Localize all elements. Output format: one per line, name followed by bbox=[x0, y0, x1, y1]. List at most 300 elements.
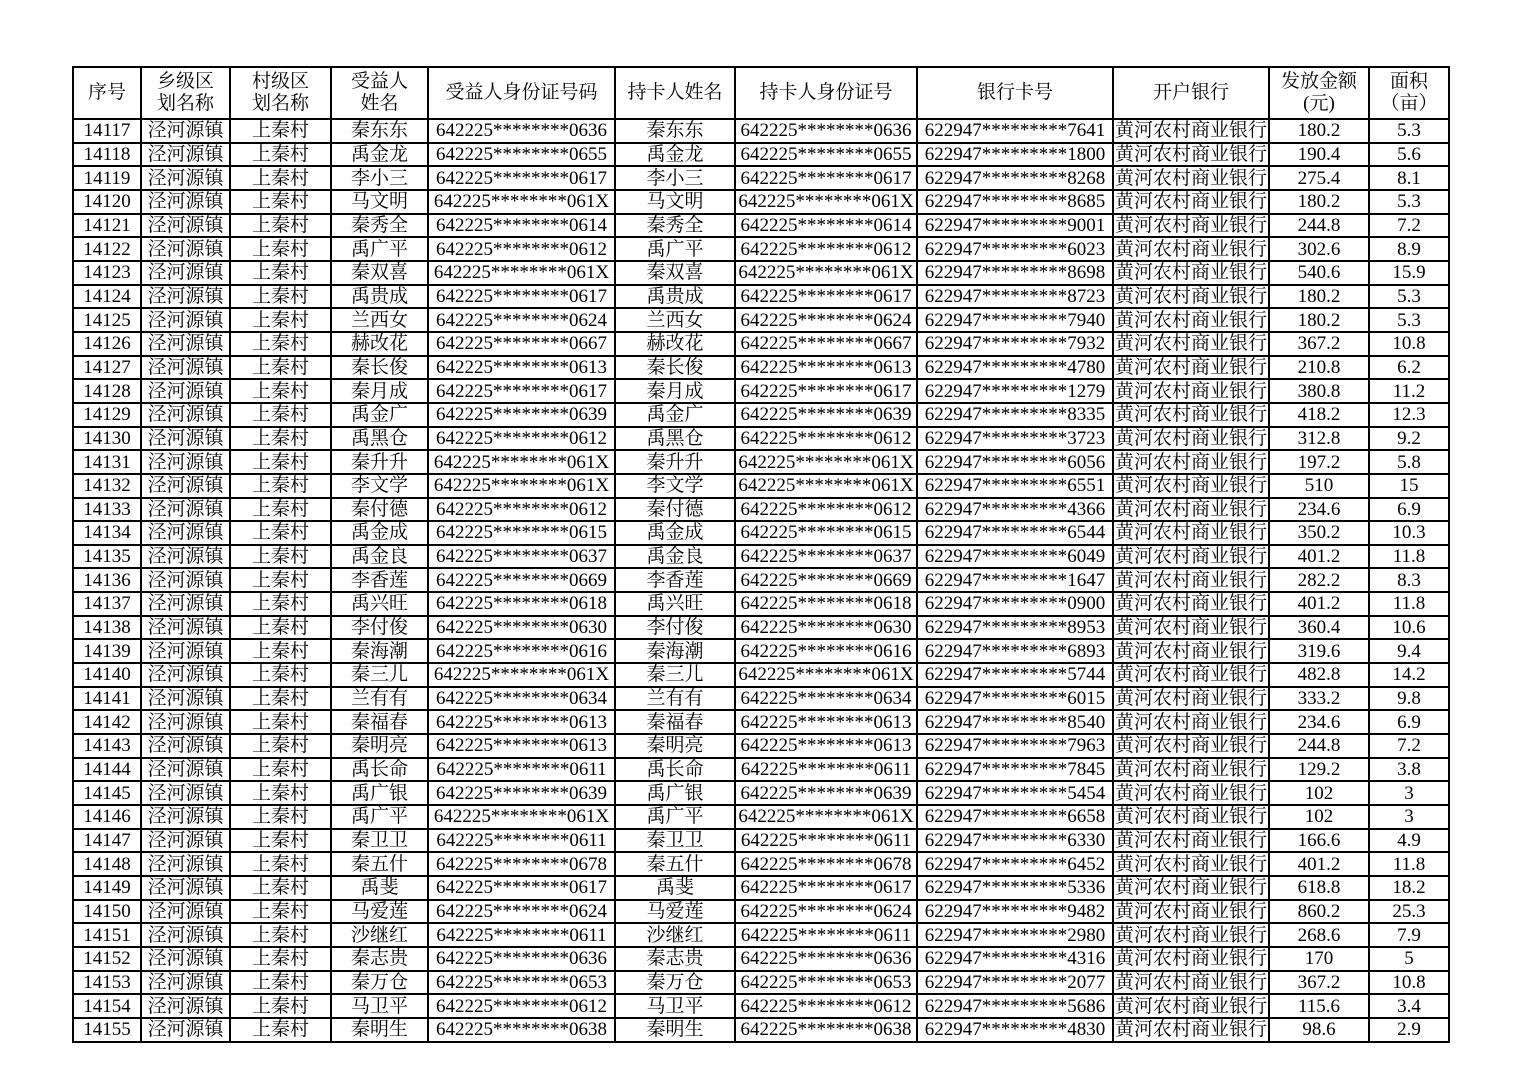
cell-beneficiary-name: 禹金良 bbox=[331, 545, 428, 569]
cell-cardholder-id: 642225********061X bbox=[735, 805, 917, 829]
cell-village-name: 上秦村 bbox=[230, 285, 331, 309]
table-row bbox=[73, 285, 1449, 309]
cell-township-name: 泾河源镇 bbox=[141, 356, 230, 380]
column-header-line: 划名称 bbox=[251, 93, 309, 114]
cell-village-name: 上秦村 bbox=[230, 143, 331, 167]
cell-area: 7.9 bbox=[1369, 923, 1449, 947]
cell-area: 3.8 bbox=[1369, 758, 1449, 782]
cell-township-name: 泾河源镇 bbox=[141, 900, 230, 924]
cell-cardholder-id: 642225********0636 bbox=[735, 119, 917, 143]
table-row bbox=[73, 332, 1449, 356]
cell-amount: 180.2 bbox=[1269, 119, 1369, 143]
cell-bank-name: 黄河农村商业银行 bbox=[1114, 143, 1267, 165]
cell-bank-card-number: 622947*********6551 bbox=[917, 474, 1113, 498]
column-header-township-name bbox=[141, 67, 230, 119]
cell-beneficiary-name: 秦升升 bbox=[331, 450, 428, 474]
column-header-line: 开户银行 bbox=[1152, 81, 1229, 103]
cell-beneficiary-name: 秦付德 bbox=[331, 498, 428, 522]
table-row bbox=[73, 710, 1449, 734]
cell-amount: 180.2 bbox=[1269, 285, 1369, 309]
cell-cardholder-name: 秦双喜 bbox=[615, 261, 735, 285]
cell-cardholder-id: 642225********0613 bbox=[735, 710, 917, 734]
cell-area: 10.6 bbox=[1369, 616, 1449, 640]
cell-cardholder-id: 642225********0667 bbox=[735, 332, 917, 356]
cell-township-name: 泾河源镇 bbox=[141, 214, 230, 238]
cell-amount: 401.2 bbox=[1269, 592, 1369, 616]
cell-cardholder-id: 642225********0634 bbox=[735, 687, 917, 711]
cell-village-name: 上秦村 bbox=[230, 805, 331, 829]
cell-amount: 360.4 bbox=[1269, 616, 1369, 640]
cell-bank-name: 黄河农村商业银行 bbox=[1114, 546, 1267, 568]
cell-bank-name: 黄河农村商业银行 bbox=[1114, 285, 1267, 307]
cell-cardholder-name: 禹兴旺 bbox=[615, 592, 735, 616]
cell-area: 10.3 bbox=[1369, 521, 1449, 545]
cell-cardholder-name: 李付俊 bbox=[615, 616, 735, 640]
cell-area: 11.8 bbox=[1369, 852, 1449, 876]
cell-cardholder-id: 642225********0638 bbox=[735, 1018, 917, 1042]
cell-area: 7.2 bbox=[1369, 214, 1449, 238]
cell-beneficiary-name: 秦月成 bbox=[331, 379, 428, 403]
cell-bank-card-number: 622947*********8540 bbox=[917, 710, 1113, 734]
cell-village-name: 上秦村 bbox=[230, 758, 331, 782]
cell-bank-card-number: 622947*********6658 bbox=[917, 805, 1113, 829]
cell-beneficiary-id: 642225********0612 bbox=[428, 994, 615, 1018]
cell-cardholder-name: 禹广平 bbox=[615, 237, 735, 261]
cell-beneficiary-id: 642225********0611 bbox=[428, 829, 615, 853]
cell-beneficiary-id: 642225********0617 bbox=[428, 166, 615, 190]
table-row bbox=[73, 994, 1449, 1018]
column-header-cardholder-name bbox=[615, 67, 735, 119]
cell-village-name: 上秦村 bbox=[230, 971, 331, 995]
table-row bbox=[73, 237, 1449, 261]
cell-serial-number: 14140 bbox=[73, 663, 141, 687]
subsidy-table bbox=[72, 66, 1450, 1043]
cell-bank-name: 黄河农村商业银行 bbox=[1114, 214, 1267, 236]
cell-bank-name: 黄河农村商业银行 bbox=[1114, 782, 1267, 804]
table-row bbox=[73, 663, 1449, 687]
cell-bank-card-number: 622947*********7641 bbox=[917, 119, 1113, 143]
table-row bbox=[73, 143, 1449, 167]
cell-beneficiary-id: 642225********0614 bbox=[428, 214, 615, 238]
cell-township-name: 泾河源镇 bbox=[141, 994, 230, 1018]
cell-area: 5.6 bbox=[1369, 143, 1449, 167]
cell-area: 11.2 bbox=[1369, 379, 1449, 403]
table-row bbox=[73, 474, 1449, 498]
cell-amount: 244.8 bbox=[1269, 734, 1369, 758]
cell-cardholder-id: 642225********0617 bbox=[735, 379, 917, 403]
cell-amount: 234.6 bbox=[1269, 498, 1369, 522]
cell-area: 6.9 bbox=[1369, 710, 1449, 734]
cell-area: 25.3 bbox=[1369, 900, 1449, 924]
cell-serial-number: 14122 bbox=[73, 237, 141, 261]
cell-bank-name: 黄河农村商业银行 bbox=[1114, 640, 1267, 662]
cell-beneficiary-id: 642225********061X bbox=[428, 663, 615, 687]
table-row bbox=[73, 308, 1449, 332]
cell-bank-card-number: 622947*********7932 bbox=[917, 332, 1113, 356]
cell-bank-name: 黄河农村商业银行 bbox=[1114, 853, 1267, 875]
cell-area: 8.9 bbox=[1369, 237, 1449, 261]
cell-village-name: 上秦村 bbox=[230, 237, 331, 261]
cell-serial-number: 14128 bbox=[73, 379, 141, 403]
cell-bank-name: 黄河农村商业银行 bbox=[1114, 877, 1267, 899]
cell-amount: 312.8 bbox=[1269, 427, 1369, 451]
table-row bbox=[73, 568, 1449, 592]
cell-cardholder-name: 秦海潮 bbox=[615, 639, 735, 663]
cell-cardholder-id: 642225********061X bbox=[735, 663, 917, 687]
cell-serial-number: 14144 bbox=[73, 758, 141, 782]
cell-village-name: 上秦村 bbox=[230, 829, 331, 853]
cell-cardholder-id: 642225********0614 bbox=[735, 214, 917, 238]
cell-beneficiary-id: 642225********0636 bbox=[428, 119, 615, 143]
cell-cardholder-name: 禹金龙 bbox=[615, 143, 735, 167]
cell-township-name: 泾河源镇 bbox=[141, 639, 230, 663]
cell-area: 3 bbox=[1369, 781, 1449, 805]
cell-bank-card-number: 622947*********4366 bbox=[917, 498, 1113, 522]
cell-cardholder-name: 李小三 bbox=[615, 166, 735, 190]
cell-bank-card-number: 622947*********8953 bbox=[917, 616, 1113, 640]
cell-cardholder-name: 秦付德 bbox=[615, 498, 735, 522]
cell-serial-number: 14124 bbox=[73, 285, 141, 309]
cell-village-name: 上秦村 bbox=[230, 568, 331, 592]
cell-bank-card-number: 622947*********6893 bbox=[917, 639, 1113, 663]
cell-cardholder-name: 秦长俊 bbox=[615, 356, 735, 380]
cell-serial-number: 14143 bbox=[73, 734, 141, 758]
cell-beneficiary-id: 642225********0638 bbox=[428, 1018, 615, 1042]
cell-beneficiary-id: 642225********061X bbox=[428, 474, 615, 498]
cell-cardholder-id: 642225********0669 bbox=[735, 568, 917, 592]
cell-amount: 180.2 bbox=[1269, 190, 1369, 214]
cell-beneficiary-id: 642225********0624 bbox=[428, 308, 615, 332]
cell-cardholder-id: 642225********0639 bbox=[735, 781, 917, 805]
cell-township-name: 泾河源镇 bbox=[141, 616, 230, 640]
table-row bbox=[73, 379, 1449, 403]
cell-bank-card-number: 622947*********6056 bbox=[917, 450, 1113, 474]
cell-township-name: 泾河源镇 bbox=[141, 190, 230, 214]
cell-amount: 367.2 bbox=[1269, 332, 1369, 356]
cell-amount: 234.6 bbox=[1269, 710, 1369, 734]
column-header-cardholder-id bbox=[735, 67, 917, 119]
cell-bank-name: 黄河农村商业银行 bbox=[1114, 995, 1267, 1017]
cell-beneficiary-id: 642225********061X bbox=[428, 805, 615, 829]
cell-township-name: 泾河源镇 bbox=[141, 474, 230, 498]
table-row bbox=[73, 403, 1449, 427]
cell-cardholder-id: 642225********0612 bbox=[735, 498, 917, 522]
cell-bank-card-number: 622947*********4316 bbox=[917, 947, 1113, 971]
cell-village-name: 上秦村 bbox=[230, 592, 331, 616]
cell-serial-number: 14130 bbox=[73, 427, 141, 451]
cell-cardholder-id: 642225********0624 bbox=[735, 308, 917, 332]
cell-village-name: 上秦村 bbox=[230, 663, 331, 687]
cell-bank-card-number: 622947*********8723 bbox=[917, 285, 1113, 309]
cell-beneficiary-name: 秦志贵 bbox=[331, 947, 428, 971]
cell-area: 2.9 bbox=[1369, 1018, 1449, 1042]
cell-beneficiary-name: 禹广银 bbox=[331, 781, 428, 805]
cell-amount: 197.2 bbox=[1269, 450, 1369, 474]
cell-area: 11.8 bbox=[1369, 545, 1449, 569]
cell-bank-card-number: 622947*********2980 bbox=[917, 923, 1113, 947]
cell-beneficiary-name: 秦长俊 bbox=[331, 356, 428, 380]
cell-beneficiary-name: 李文学 bbox=[331, 474, 428, 498]
cell-beneficiary-name: 禹广平 bbox=[331, 237, 428, 261]
cell-township-name: 泾河源镇 bbox=[141, 261, 230, 285]
table-row bbox=[73, 190, 1449, 214]
cell-village-name: 上秦村 bbox=[230, 332, 331, 356]
column-header-line: 持卡人姓名 bbox=[627, 81, 723, 103]
table-row bbox=[73, 427, 1449, 451]
cell-village-name: 上秦村 bbox=[230, 474, 331, 498]
cell-cardholder-id: 642225********0616 bbox=[735, 639, 917, 663]
cell-area: 15.9 bbox=[1369, 261, 1449, 285]
cell-bank-name: 黄河农村商业银行 bbox=[1114, 522, 1267, 544]
table-row bbox=[73, 450, 1449, 474]
cell-serial-number: 14131 bbox=[73, 450, 141, 474]
cell-beneficiary-id: 642225********061X bbox=[428, 261, 615, 285]
cell-cardholder-id: 642225********0617 bbox=[735, 285, 917, 309]
cell-beneficiary-name: 李小三 bbox=[331, 166, 428, 190]
cell-bank-name: 黄河农村商业银行 bbox=[1114, 711, 1267, 733]
cell-serial-number: 14117 bbox=[73, 119, 141, 143]
cell-township-name: 泾河源镇 bbox=[141, 710, 230, 734]
cell-beneficiary-id: 642225********0613 bbox=[428, 710, 615, 734]
cell-bank-card-number: 622947*********4830 bbox=[917, 1018, 1113, 1042]
cell-area: 18.2 bbox=[1369, 876, 1449, 900]
column-header-line: 面积 bbox=[1389, 70, 1428, 92]
cell-bank-name: 黄河农村商业银行 bbox=[1114, 924, 1267, 946]
cell-bank-name: 黄河农村商业银行 bbox=[1114, 900, 1267, 922]
cell-township-name: 泾河源镇 bbox=[141, 876, 230, 900]
cell-bank-name: 黄河农村商业银行 bbox=[1114, 806, 1267, 828]
cell-cardholder-id: 642225********0617 bbox=[735, 166, 917, 190]
cell-village-name: 上秦村 bbox=[230, 190, 331, 214]
cell-township-name: 泾河源镇 bbox=[141, 521, 230, 545]
cell-serial-number: 14147 bbox=[73, 829, 141, 853]
cell-serial-number: 14125 bbox=[73, 308, 141, 332]
cell-amount: 510 bbox=[1269, 474, 1369, 498]
cell-amount: 98.6 bbox=[1269, 1018, 1369, 1042]
table-row bbox=[73, 119, 1449, 143]
cell-beneficiary-id: 642225********0630 bbox=[428, 616, 615, 640]
cell-cardholder-name: 马文明 bbox=[615, 190, 735, 214]
cell-cardholder-id: 642225********0653 bbox=[735, 971, 917, 995]
cell-cardholder-id: 642225********0624 bbox=[735, 900, 917, 924]
table-head bbox=[73, 67, 1449, 119]
column-header-line: 受益人 bbox=[350, 70, 408, 92]
cell-bank-name: 黄河农村商业银行 bbox=[1114, 664, 1267, 686]
table-body bbox=[73, 119, 1449, 1042]
cell-area: 6.2 bbox=[1369, 356, 1449, 380]
cell-area: 5.3 bbox=[1369, 190, 1449, 214]
cell-cardholder-name: 禹长命 bbox=[615, 758, 735, 782]
table-row bbox=[73, 971, 1449, 995]
cell-area: 8.1 bbox=[1369, 166, 1449, 190]
cell-beneficiary-id: 642225********0613 bbox=[428, 356, 615, 380]
cell-village-name: 上秦村 bbox=[230, 308, 331, 332]
cell-cardholder-name: 禹贵成 bbox=[615, 285, 735, 309]
cell-beneficiary-name: 秦明亮 bbox=[331, 734, 428, 758]
cell-township-name: 泾河源镇 bbox=[141, 781, 230, 805]
cell-township-name: 泾河源镇 bbox=[141, 687, 230, 711]
table-row bbox=[73, 805, 1449, 829]
cell-township-name: 泾河源镇 bbox=[141, 166, 230, 190]
cell-cardholder-name: 禹广银 bbox=[615, 781, 735, 805]
cell-beneficiary-name: 秦卫卫 bbox=[331, 829, 428, 853]
column-header-line: （亩） bbox=[1380, 93, 1438, 114]
cell-township-name: 泾河源镇 bbox=[141, 971, 230, 995]
cell-beneficiary-name: 马文明 bbox=[331, 190, 428, 214]
column-header-line: 银行卡号 bbox=[976, 81, 1053, 103]
cell-beneficiary-name: 禹贵成 bbox=[331, 285, 428, 309]
cell-amount: 102 bbox=[1269, 781, 1369, 805]
cell-beneficiary-id: 642225********0624 bbox=[428, 900, 615, 924]
cell-township-name: 泾河源镇 bbox=[141, 734, 230, 758]
cell-bank-card-number: 622947*********1800 bbox=[917, 143, 1113, 167]
cell-beneficiary-id: 642225********0617 bbox=[428, 379, 615, 403]
cell-cardholder-name: 禹斐 bbox=[615, 876, 735, 900]
cell-cardholder-id: 642225********0611 bbox=[735, 758, 917, 782]
cell-bank-card-number: 622947*********5336 bbox=[917, 876, 1113, 900]
cell-beneficiary-id: 642225********0667 bbox=[428, 332, 615, 356]
cell-bank-card-number: 622947*********4780 bbox=[917, 356, 1113, 380]
column-header-line: 受益人身份证号码 bbox=[445, 81, 598, 103]
cell-cardholder-id: 642225********0630 bbox=[735, 616, 917, 640]
table-row bbox=[73, 900, 1449, 924]
cell-area: 9.8 bbox=[1369, 687, 1449, 711]
cell-amount: 210.8 bbox=[1269, 356, 1369, 380]
cell-bank-card-number: 622947*********5454 bbox=[917, 781, 1113, 805]
cell-beneficiary-id: 642225********0611 bbox=[428, 758, 615, 782]
cell-beneficiary-name: 禹广平 bbox=[331, 805, 428, 829]
column-header-line: 村级区 bbox=[251, 70, 309, 92]
cell-bank-card-number: 622947*********5686 bbox=[917, 994, 1113, 1018]
cell-township-name: 泾河源镇 bbox=[141, 427, 230, 451]
cell-village-name: 上秦村 bbox=[230, 687, 331, 711]
cell-beneficiary-name: 马卫平 bbox=[331, 994, 428, 1018]
table-row bbox=[73, 687, 1449, 711]
column-header-area bbox=[1369, 67, 1449, 119]
cell-area: 9.2 bbox=[1369, 427, 1449, 451]
cell-bank-name: 黄河农村商业银行 bbox=[1114, 404, 1267, 426]
cell-bank-card-number: 622947*********8268 bbox=[917, 166, 1113, 190]
column-header-line: 划名称 bbox=[156, 93, 214, 114]
cell-bank-card-number: 622947*********6015 bbox=[917, 687, 1113, 711]
cell-serial-number: 14142 bbox=[73, 710, 141, 734]
cell-serial-number: 14118 bbox=[73, 143, 141, 167]
cell-bank-name: 黄河农村商业银行 bbox=[1114, 688, 1267, 710]
cell-bank-name: 黄河农村商业银行 bbox=[1114, 262, 1267, 284]
cell-bank-name: 黄河农村商业银行 bbox=[1114, 309, 1267, 331]
column-header-bank-card-number bbox=[917, 67, 1113, 119]
cell-area: 6.9 bbox=[1369, 498, 1449, 522]
table-row bbox=[73, 829, 1449, 853]
cell-area: 15 bbox=[1369, 474, 1449, 498]
cell-cardholder-name: 禹金良 bbox=[615, 545, 735, 569]
cell-cardholder-name: 赫改花 bbox=[615, 332, 735, 356]
table-row bbox=[73, 639, 1449, 663]
header-row bbox=[73, 67, 1449, 119]
table-row bbox=[73, 166, 1449, 190]
cell-area: 12.3 bbox=[1369, 403, 1449, 427]
cell-cardholder-id: 642225********061X bbox=[735, 261, 917, 285]
cell-area: 10.8 bbox=[1369, 971, 1449, 995]
cell-bank-card-number: 622947*********6544 bbox=[917, 521, 1113, 545]
cell-serial-number: 14151 bbox=[73, 923, 141, 947]
table-row bbox=[73, 758, 1449, 782]
cell-serial-number: 14152 bbox=[73, 947, 141, 971]
cell-cardholder-name: 秦升升 bbox=[615, 450, 735, 474]
cell-township-name: 泾河源镇 bbox=[141, 1018, 230, 1042]
cell-township-name: 泾河源镇 bbox=[141, 805, 230, 829]
cell-village-name: 上秦村 bbox=[230, 781, 331, 805]
cell-amount: 180.2 bbox=[1269, 308, 1369, 332]
cell-serial-number: 14136 bbox=[73, 568, 141, 592]
cell-beneficiary-name: 禹金广 bbox=[331, 403, 428, 427]
cell-beneficiary-id: 642225********061X bbox=[428, 450, 615, 474]
cell-cardholder-name: 秦明生 bbox=[615, 1018, 735, 1042]
cell-village-name: 上秦村 bbox=[230, 450, 331, 474]
cell-beneficiary-name: 禹斐 bbox=[331, 876, 428, 900]
cell-amount: 302.6 bbox=[1269, 237, 1369, 261]
cell-bank-name: 黄河农村商业银行 bbox=[1114, 617, 1267, 639]
cell-bank-name: 黄河农村商业银行 bbox=[1114, 948, 1267, 970]
table-row bbox=[73, 923, 1449, 947]
cell-amount: 244.8 bbox=[1269, 214, 1369, 238]
cell-village-name: 上秦村 bbox=[230, 521, 331, 545]
cell-beneficiary-name: 禹长命 bbox=[331, 758, 428, 782]
cell-cardholder-name: 秦五什 bbox=[615, 852, 735, 876]
column-header-village-name bbox=[230, 67, 331, 119]
cell-beneficiary-name: 秦三儿 bbox=[331, 663, 428, 687]
cell-township-name: 泾河源镇 bbox=[141, 308, 230, 332]
cell-cardholder-id: 642225********0637 bbox=[735, 545, 917, 569]
cell-township-name: 泾河源镇 bbox=[141, 592, 230, 616]
cell-bank-card-number: 622947*********7940 bbox=[917, 308, 1113, 332]
cell-serial-number: 14153 bbox=[73, 971, 141, 995]
cell-cardholder-name: 李香莲 bbox=[615, 568, 735, 592]
cell-serial-number: 14145 bbox=[73, 781, 141, 805]
cell-area: 5.3 bbox=[1369, 308, 1449, 332]
table-row bbox=[73, 498, 1449, 522]
column-header-line: 序号 bbox=[87, 81, 126, 103]
cell-village-name: 上秦村 bbox=[230, 261, 331, 285]
cell-area: 14.2 bbox=[1369, 663, 1449, 687]
cell-bank-name: 黄河农村商业银行 bbox=[1114, 593, 1267, 615]
cell-township-name: 泾河源镇 bbox=[141, 852, 230, 876]
cell-bank-name: 黄河农村商业银行 bbox=[1114, 759, 1267, 781]
table-row bbox=[73, 876, 1449, 900]
cell-beneficiary-id: 642225********0669 bbox=[428, 568, 615, 592]
cell-village-name: 上秦村 bbox=[230, 900, 331, 924]
cell-amount: 129.2 bbox=[1269, 758, 1369, 782]
cell-township-name: 泾河源镇 bbox=[141, 923, 230, 947]
cell-bank-name: 黄河农村商业银行 bbox=[1114, 380, 1267, 402]
cell-beneficiary-id: 642225********0612 bbox=[428, 498, 615, 522]
cell-beneficiary-id: 642225********0612 bbox=[428, 427, 615, 451]
cell-beneficiary-id: 642225********0655 bbox=[428, 143, 615, 167]
cell-bank-card-number: 622947*********8685 bbox=[917, 190, 1113, 214]
cell-township-name: 泾河源镇 bbox=[141, 947, 230, 971]
cell-cardholder-name: 秦万仓 bbox=[615, 971, 735, 995]
cell-serial-number: 14138 bbox=[73, 616, 141, 640]
cell-beneficiary-id: 642225********061X bbox=[428, 190, 615, 214]
cell-beneficiary-name: 赫改花 bbox=[331, 332, 428, 356]
cell-beneficiary-id: 642225********0639 bbox=[428, 781, 615, 805]
cell-amount: 102 bbox=[1269, 805, 1369, 829]
table-row bbox=[73, 545, 1449, 569]
cell-township-name: 泾河源镇 bbox=[141, 568, 230, 592]
cell-beneficiary-name: 秦双喜 bbox=[331, 261, 428, 285]
cell-amount: 166.6 bbox=[1269, 829, 1369, 853]
cell-serial-number: 14133 bbox=[73, 498, 141, 522]
